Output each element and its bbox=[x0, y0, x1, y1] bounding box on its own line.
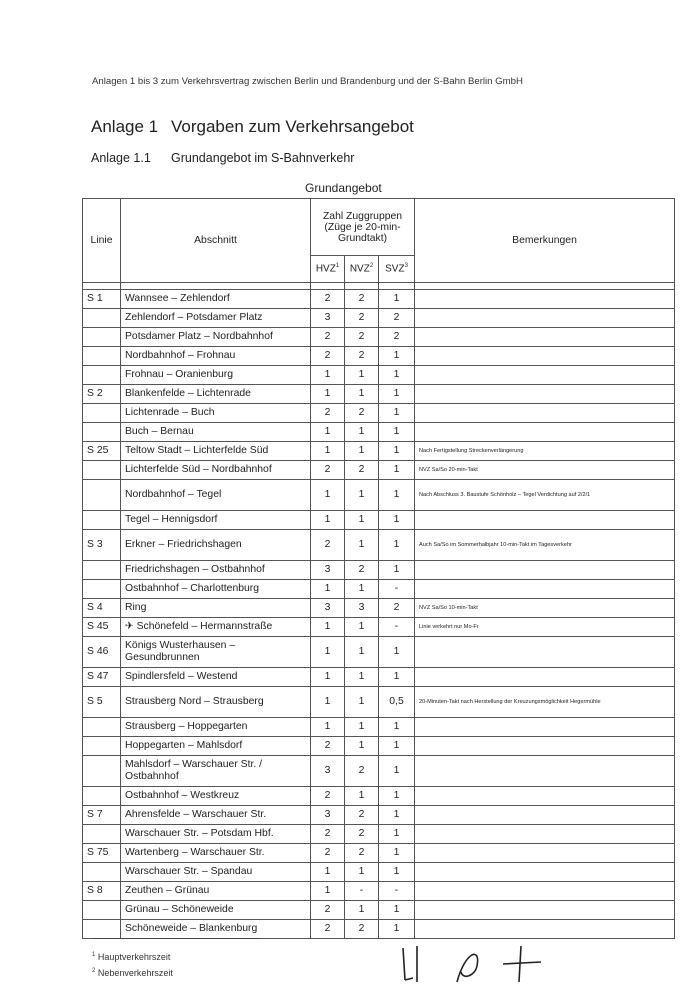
cell-linie: S 5 bbox=[83, 687, 121, 718]
cell-bemerkungen bbox=[415, 718, 675, 737]
cell-linie bbox=[83, 756, 121, 787]
cell-hvz: 1 bbox=[311, 442, 345, 461]
footnotes bbox=[92, 948, 173, 980]
cell-abschnitt: Lichterfelde Süd – Nordbahnhof bbox=[121, 461, 311, 480]
cell-svz: 1 bbox=[379, 442, 415, 461]
cell-bemerkungen: Linie verkehrt nur Mo-Fr bbox=[415, 618, 675, 637]
table-body bbox=[83, 283, 675, 939]
cell-abschnitt: ✈ Schönefeld – Hermannstraße bbox=[121, 618, 311, 637]
page-header: Anlagen 1 bis 3 zum Verkehrsvertrag zwischen Berlin und Brandenburg und der S-Bahn Berlin GmbH bbox=[92, 76, 523, 87]
cell-nvz: 1 bbox=[345, 668, 379, 687]
cell-linie bbox=[83, 825, 121, 844]
cell-svz: 1 bbox=[379, 668, 415, 687]
table-row bbox=[83, 668, 675, 687]
section-title bbox=[91, 151, 354, 165]
cell-bemerkungen: Auch Sa/So im Sommerhalbjahr 10-min-Takt im Tagesverkehr bbox=[415, 530, 675, 561]
cell-svz: 1 bbox=[379, 461, 415, 480]
cell-svz: 2 bbox=[379, 599, 415, 618]
header-nvz bbox=[345, 256, 379, 283]
title-number: Anlage 1 bbox=[91, 117, 159, 136]
cell-linie: S 2 bbox=[83, 385, 121, 404]
section-text: Grundangebot im S-Bahnverkehr bbox=[171, 151, 355, 165]
table-row bbox=[83, 347, 675, 366]
cell-svz: 1 bbox=[379, 806, 415, 825]
cell-abschnitt: Nordbahnhof – Tegel bbox=[121, 480, 311, 511]
cell-nvz: 1 bbox=[345, 366, 379, 385]
table-row bbox=[83, 787, 675, 806]
table-row bbox=[83, 511, 675, 530]
cell-linie: S 47 bbox=[83, 668, 121, 687]
cell-svz: 1 bbox=[379, 920, 415, 939]
cell-nvz: 2 bbox=[345, 404, 379, 423]
cell-linie: S 46 bbox=[83, 637, 121, 668]
cell-hvz: 2 bbox=[311, 920, 345, 939]
cell-bemerkungen bbox=[415, 825, 675, 844]
cell-abschnitt: Buch – Bernau bbox=[121, 423, 311, 442]
header-svz-label: SVZ bbox=[385, 263, 405, 275]
cell-svz: 1 bbox=[379, 511, 415, 530]
cell-abschnitt: Strausberg – Hoppegarten bbox=[121, 718, 311, 737]
footnote-text: Nebenverkehrszeit bbox=[97, 968, 173, 978]
table-row bbox=[83, 561, 675, 580]
cell-svz: 1 bbox=[379, 290, 415, 309]
table-row bbox=[83, 806, 675, 825]
cell-nvz: 1 bbox=[345, 480, 379, 511]
cell-linie bbox=[83, 328, 121, 347]
cell-abschnitt: Ostbahnhof – Charlottenburg bbox=[121, 580, 311, 599]
cell-abschnitt: Mahlsdorf – Warschauer Str. / Ostbahnhof bbox=[121, 756, 311, 787]
cell-svz: 1 bbox=[379, 347, 415, 366]
cell-hvz: 1 bbox=[311, 423, 345, 442]
cell-svz: 1 bbox=[379, 385, 415, 404]
footnote-1 bbox=[92, 948, 173, 964]
cell-hvz: 1 bbox=[311, 882, 345, 901]
cell-hvz: 1 bbox=[311, 366, 345, 385]
table-row bbox=[83, 756, 675, 787]
cell-bemerkungen bbox=[415, 756, 675, 787]
cell-nvz: 1 bbox=[345, 423, 379, 442]
cell-bemerkungen bbox=[415, 806, 675, 825]
cell-svz: 1 bbox=[379, 366, 415, 385]
table-row bbox=[83, 385, 675, 404]
cell-nvz: 2 bbox=[345, 461, 379, 480]
header-zahl-zuggruppen: Zahl Zuggruppen (Züge je 20-min-Grundtakt) bbox=[311, 199, 415, 256]
footnote-2 bbox=[92, 964, 173, 980]
table-row bbox=[83, 580, 675, 599]
cell-bemerkungen bbox=[415, 844, 675, 863]
cell-abschnitt: Teltow Stadt – Lichterfelde Süd bbox=[121, 442, 311, 461]
cell-bemerkungen bbox=[415, 787, 675, 806]
cell-linie bbox=[83, 404, 121, 423]
table-row bbox=[83, 687, 675, 718]
cell-bemerkungen: NVZ Sa/So 20-min-Takt bbox=[415, 461, 675, 480]
cell-svz: - bbox=[379, 882, 415, 901]
table-row bbox=[83, 825, 675, 844]
table-row bbox=[83, 599, 675, 618]
cell-linie bbox=[83, 423, 121, 442]
table-row bbox=[83, 637, 675, 668]
cell-linie bbox=[83, 737, 121, 756]
cell-linie bbox=[83, 511, 121, 530]
cell-linie bbox=[83, 309, 121, 328]
cell-hvz: 2 bbox=[311, 404, 345, 423]
cell-svz: 0,5 bbox=[379, 687, 415, 718]
footnote-text: Hauptverkehrszeit bbox=[97, 952, 171, 962]
cell-bemerkungen bbox=[415, 423, 675, 442]
cell-hvz: 2 bbox=[311, 461, 345, 480]
cell-abschnitt: Grünau – Schöneweide bbox=[121, 901, 311, 920]
cell-bemerkungen bbox=[415, 347, 675, 366]
cell-svz: 1 bbox=[379, 825, 415, 844]
table-row bbox=[83, 901, 675, 920]
cell-bemerkungen bbox=[415, 863, 675, 882]
table-row bbox=[83, 404, 675, 423]
title-text: Vorgaben zum Verkehrsangebot bbox=[171, 117, 414, 136]
cell-nvz: 1 bbox=[345, 737, 379, 756]
cell-bemerkungen bbox=[415, 920, 675, 939]
cell-linie: S 45 bbox=[83, 618, 121, 637]
table-row bbox=[83, 461, 675, 480]
cell-abschnitt: Nordbahnhof – Frohnau bbox=[121, 347, 311, 366]
table-row bbox=[83, 366, 675, 385]
header-hvz-label: HVZ bbox=[315, 263, 336, 275]
cell-abschnitt: Königs Wusterhausen – Gesundbrunnen bbox=[121, 637, 311, 668]
table-row bbox=[83, 618, 675, 637]
section-number: Anlage 1.1 bbox=[91, 151, 151, 165]
table-row bbox=[83, 530, 675, 561]
cell-linie bbox=[83, 366, 121, 385]
header-linie: Linie bbox=[83, 199, 121, 283]
table-row bbox=[83, 328, 675, 347]
cell-bemerkungen bbox=[415, 290, 675, 309]
table-row bbox=[83, 423, 675, 442]
cell-svz: 2 bbox=[379, 328, 415, 347]
cell-hvz: 1 bbox=[311, 580, 345, 599]
cell-svz: 1 bbox=[379, 530, 415, 561]
cell-nvz: 1 bbox=[345, 637, 379, 668]
cell-abschnitt: Frohnau – Oranienburg bbox=[121, 366, 311, 385]
cell-bemerkungen bbox=[415, 328, 675, 347]
table-row bbox=[83, 844, 675, 863]
cell-nvz: 3 bbox=[345, 599, 379, 618]
cell-svz: 1 bbox=[379, 901, 415, 920]
header-abschnitt: Abschnitt bbox=[121, 199, 311, 283]
cell-hvz: 1 bbox=[311, 687, 345, 718]
cell-svz: 2 bbox=[379, 309, 415, 328]
cell-linie bbox=[83, 863, 121, 882]
cell-bemerkungen bbox=[415, 901, 675, 920]
header-svz-footnote: 3 bbox=[404, 263, 408, 270]
cell-hvz: 2 bbox=[311, 290, 345, 309]
table-row bbox=[83, 863, 675, 882]
table-row bbox=[83, 442, 675, 461]
cell-svz: 1 bbox=[379, 561, 415, 580]
cell-bemerkungen bbox=[415, 511, 675, 530]
table-row bbox=[83, 480, 675, 511]
footnote-marker: 2 bbox=[92, 968, 96, 974]
cell-linie bbox=[83, 901, 121, 920]
cell-bemerkungen bbox=[415, 668, 675, 687]
cell-linie: S 3 bbox=[83, 530, 121, 561]
cell-hvz: 1 bbox=[311, 480, 345, 511]
cell-bemerkungen bbox=[415, 404, 675, 423]
cell-svz: 1 bbox=[379, 863, 415, 882]
cell-abschnitt: Potsdamer Platz – Nordbahnhof bbox=[121, 328, 311, 347]
cell-svz: 1 bbox=[379, 787, 415, 806]
cell-abschnitt: Warschauer Str. – Spandau bbox=[121, 863, 311, 882]
cell-abschnitt: Zehlendorf – Potsdamer Platz bbox=[121, 309, 311, 328]
cell-abschnitt: Wannsee – Zehlendorf bbox=[121, 290, 311, 309]
header-svz bbox=[379, 256, 415, 283]
cell-nvz: 1 bbox=[345, 442, 379, 461]
cell-nvz: 2 bbox=[345, 806, 379, 825]
cell-linie bbox=[83, 787, 121, 806]
header-bemerkungen: Bemerkungen bbox=[415, 199, 675, 283]
table-row bbox=[83, 290, 675, 309]
cell-hvz: 2 bbox=[311, 844, 345, 863]
cell-hvz: 3 bbox=[311, 806, 345, 825]
cell-abschnitt: Blankenfelde – Lichtenrade bbox=[121, 385, 311, 404]
cell-nvz: 1 bbox=[345, 618, 379, 637]
cell-nvz: 2 bbox=[345, 920, 379, 939]
table-caption: Grundangebot bbox=[305, 181, 382, 195]
cell-hvz: 1 bbox=[311, 668, 345, 687]
cell-linie: S 1 bbox=[83, 290, 121, 309]
cell-abschnitt: Tegel – Hennigsdorf bbox=[121, 511, 311, 530]
cell-svz: 1 bbox=[379, 844, 415, 863]
cell-nvz: 1 bbox=[345, 901, 379, 920]
cell-svz: 1 bbox=[379, 637, 415, 668]
cell-abschnitt: Erkner – Friedrichshagen bbox=[121, 530, 311, 561]
cell-abschnitt: Wartenberg – Warschauer Str. bbox=[121, 844, 311, 863]
cell-bemerkungen bbox=[415, 637, 675, 668]
cell-nvz: 1 bbox=[345, 863, 379, 882]
cell-nvz: 2 bbox=[345, 347, 379, 366]
cell-bemerkungen: Nach Fertigstellung Streckenverlängerung bbox=[415, 442, 675, 461]
cell-linie bbox=[83, 461, 121, 480]
header-hvz bbox=[311, 256, 345, 283]
cell-bemerkungen: NVZ Sa/So 10-min-Takt bbox=[415, 599, 675, 618]
cell-hvz: 1 bbox=[311, 511, 345, 530]
table-row bbox=[83, 882, 675, 901]
cell-svz: - bbox=[379, 618, 415, 637]
cell-abschnitt: Hoppegarten – Mahlsdorf bbox=[121, 737, 311, 756]
cell-hvz: 2 bbox=[311, 347, 345, 366]
cell-bemerkungen bbox=[415, 366, 675, 385]
handwritten-initials bbox=[395, 942, 555, 986]
table-spacer-row bbox=[83, 283, 675, 290]
cell-abschnitt: Friedrichshagen – Ostbahnhof bbox=[121, 561, 311, 580]
cell-svz: 1 bbox=[379, 480, 415, 511]
grundangebot-table bbox=[82, 198, 675, 939]
cell-hvz: 2 bbox=[311, 530, 345, 561]
cell-nvz: 2 bbox=[345, 844, 379, 863]
cell-linie: S 25 bbox=[83, 442, 121, 461]
cell-svz: - bbox=[379, 580, 415, 599]
cell-hvz: 2 bbox=[311, 787, 345, 806]
cell-linie bbox=[83, 347, 121, 366]
cell-abschnitt: Ring bbox=[121, 599, 311, 618]
cell-svz: 1 bbox=[379, 756, 415, 787]
table-row bbox=[83, 718, 675, 737]
cell-nvz: 2 bbox=[345, 290, 379, 309]
cell-svz: 1 bbox=[379, 423, 415, 442]
cell-nvz: 1 bbox=[345, 385, 379, 404]
cell-bemerkungen bbox=[415, 561, 675, 580]
cell-bemerkungen bbox=[415, 309, 675, 328]
cell-bemerkungen bbox=[415, 580, 675, 599]
cell-hvz: 1 bbox=[311, 863, 345, 882]
cell-nvz: 2 bbox=[345, 825, 379, 844]
cell-linie: S 8 bbox=[83, 882, 121, 901]
cell-nvz: 1 bbox=[345, 718, 379, 737]
cell-bemerkungen: 20-Minuten-Takt nach Herstellung der Kreuzungsmöglichkeit Hegermühle bbox=[415, 687, 675, 718]
cell-bemerkungen: Nach Abschluss 3. Baustufe Schönholz – Tegel Verdichtung auf 2/2/1 bbox=[415, 480, 675, 511]
cell-svz: 1 bbox=[379, 404, 415, 423]
cell-linie bbox=[83, 580, 121, 599]
cell-hvz: 3 bbox=[311, 599, 345, 618]
cell-abschnitt: Ostbahnhof – Westkreuz bbox=[121, 787, 311, 806]
cell-linie: S 7 bbox=[83, 806, 121, 825]
cell-abschnitt: Warschauer Str. – Potsdam Hbf. bbox=[121, 825, 311, 844]
cell-abschnitt: Schöneweide – Blankenburg bbox=[121, 920, 311, 939]
cell-abschnitt: Spindlersfeld – Westend bbox=[121, 668, 311, 687]
cell-nvz: 1 bbox=[345, 687, 379, 718]
footnote-divider bbox=[92, 938, 260, 939]
cell-svz: 1 bbox=[379, 718, 415, 737]
header-nvz-footnote: 2 bbox=[369, 263, 374, 270]
cell-nvz: 1 bbox=[345, 580, 379, 599]
cell-nvz: 1 bbox=[345, 530, 379, 561]
cell-nvz: 2 bbox=[345, 309, 379, 328]
cell-hvz: 1 bbox=[311, 637, 345, 668]
cell-bemerkungen bbox=[415, 882, 675, 901]
cell-abschnitt: Lichtenrade – Buch bbox=[121, 404, 311, 423]
cell-svz: 1 bbox=[379, 737, 415, 756]
cell-abschnitt: Zeuthen – Grünau bbox=[121, 882, 311, 901]
cell-abschnitt: Strausberg Nord – Strausberg bbox=[121, 687, 311, 718]
page-title bbox=[91, 117, 414, 137]
cell-hvz: 2 bbox=[311, 328, 345, 347]
cell-linie bbox=[83, 561, 121, 580]
cell-hvz: 3 bbox=[311, 756, 345, 787]
cell-hvz: 1 bbox=[311, 718, 345, 737]
cell-hvz: 2 bbox=[311, 901, 345, 920]
footnote-marker: 1 bbox=[92, 952, 96, 958]
cell-nvz: 2 bbox=[345, 561, 379, 580]
table-row bbox=[83, 920, 675, 939]
cell-hvz: 2 bbox=[311, 825, 345, 844]
cell-abschnitt: Ahrensfelde – Warschauer Str. bbox=[121, 806, 311, 825]
cell-nvz: - bbox=[345, 882, 379, 901]
cell-nvz: 2 bbox=[345, 756, 379, 787]
cell-bemerkungen bbox=[415, 737, 675, 756]
cell-linie: S 75 bbox=[83, 844, 121, 863]
header-hvz-footnote: 1 bbox=[335, 263, 340, 270]
cell-hvz: 1 bbox=[311, 385, 345, 404]
cell-linie: S 4 bbox=[83, 599, 121, 618]
cell-nvz: 1 bbox=[345, 511, 379, 530]
cell-linie bbox=[83, 920, 121, 939]
cell-hvz: 3 bbox=[311, 309, 345, 328]
cell-linie bbox=[83, 718, 121, 737]
cell-nvz: 2 bbox=[345, 328, 379, 347]
cell-nvz: 1 bbox=[345, 787, 379, 806]
cell-hvz: 2 bbox=[311, 737, 345, 756]
table-row bbox=[83, 309, 675, 328]
table-row bbox=[83, 737, 675, 756]
cell-hvz: 1 bbox=[311, 618, 345, 637]
cell-bemerkungen bbox=[415, 385, 675, 404]
cell-linie bbox=[83, 480, 121, 511]
cell-hvz: 3 bbox=[311, 561, 345, 580]
header-nvz-label: NVZ bbox=[349, 263, 370, 275]
